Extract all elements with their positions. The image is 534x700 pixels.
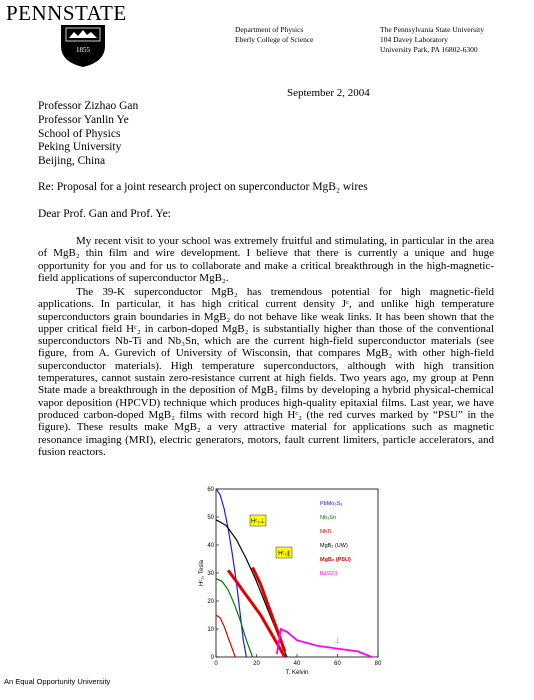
- footer-text: An Equal Opportunity University: [4, 677, 111, 686]
- annotation-label: Hᶜ₂⊥: [250, 519, 266, 525]
- x-tick-label: 40: [293, 661, 301, 667]
- university-address: [380, 25, 484, 55]
- y-tick-label: 30: [207, 571, 214, 577]
- letter-date: September 2, 2004: [287, 87, 370, 99]
- recipient-line: Peking University: [38, 141, 122, 154]
- x-tick-label: 60: [334, 661, 341, 667]
- legend-entry: MgB₂ (PSU): [320, 557, 351, 563]
- university-seal-icon: [60, 24, 106, 68]
- y-tick-label: 60: [207, 487, 214, 493]
- y-tick-label: 40: [207, 543, 214, 549]
- recipient-line: Professor Yanlin Ye: [38, 113, 129, 126]
- x-tick-label: 80: [374, 661, 382, 667]
- y-tick-label: 10: [207, 627, 214, 633]
- legend-entry: PbMo₆S₈: [320, 501, 343, 507]
- x-tick-label: 20: [253, 661, 260, 667]
- legend-entry: NbTi: [320, 529, 332, 535]
- paragraph-text: The 39-K superconductor MgB₂ has tremendous potential for high magnetic-field applications. In particular, it has high critical current density Jᶜ, and unlike high temperature superconductors grain boundaries in MgB₂ do not behave like weak links. It has been shown that the upper critical field Hᶜ₂ in carbon-doped MgB₂ is substantially higher than those of the conventional superconductors Nb-Ti and Nb₃Sn, which are the current high-field superconductor materials (see figure, from A. Gurevich of University of Wisconsin, that compares MgB₂ with other high-field superconductor materials). High temperature superconductors, although with high transition temperatures, cannot sustain zero-resistance current at high fields. Two years ago, my group at Penn State made a breakthrough in the deposition of MgB₂ films by developing a hybrid physical-chemical vapor deposition (HPCVD) technique which produces high-quality epitaxial films. Last year, we have produced carbon-doped MgB₂ films with record high Hᶜ₂ (the red curves marked by “PSU” in the figure). These results make MgB₂ a very attractive material for applications such as magnetic resonance imaging (MRI), electric generators, motors, fault current limiters, particle accelerators, and fusion reactors.: [38, 286, 494, 458]
- y-tick-label: 20: [207, 599, 214, 605]
- y-axis-label: Hᶜ₂, Tesla: [199, 559, 205, 587]
- address-line: University Park, PA 16802-6300: [380, 45, 478, 54]
- body-paragraph-1: [38, 235, 494, 284]
- y-tick-label: 0: [210, 655, 214, 661]
- department-info: [235, 25, 314, 45]
- subject-line: Re: Proposal for a joint research project on superconductor MgB₂ wires: [38, 181, 368, 193]
- legend-entry: Nb₃Sn: [320, 515, 336, 521]
- x-tick-label: 0: [214, 661, 218, 667]
- hc2-temperature-chart: [198, 485, 398, 677]
- university-logo-wordmark: PENNSTATE: [6, 1, 127, 25]
- department-line: Eberly College of Science: [235, 35, 314, 44]
- body-paragraph-2: [38, 286, 494, 458]
- department-line: Department of Physics: [235, 25, 304, 34]
- error-marker: ⊥: [334, 638, 341, 645]
- x-axis-label: T, Kelvin: [285, 670, 309, 676]
- paragraph-text: My recent visit to your school was extremely fruitful and stimulating, in particular in the area of MgB₂ thin film and wire development. I believe that there is currently a unique and huge opportunity for you and for us to collaborate and make a critical breakthrough in the high-magnetic-field applications of superconductor MgB₂.: [38, 235, 494, 284]
- y-tick-label: 50: [207, 515, 214, 521]
- recipient-line: School of Physics: [38, 127, 121, 140]
- legend-entry: Bi2223: [320, 571, 338, 577]
- svg-text:1855: 1855: [76, 46, 90, 54]
- salutation: Dear Prof. Gan and Prof. Ye:: [38, 208, 171, 220]
- recipient-line: Professor Zizhao Gan: [38, 100, 139, 112]
- legend-entry: MgB₂ (UW): [320, 543, 348, 549]
- plot-frame: [216, 489, 378, 657]
- annotation-label: Hᶜ₂∥: [278, 551, 290, 557]
- recipient-block: [38, 100, 138, 169]
- chart-canvas: [198, 485, 398, 677]
- address-line: 104 Davey Laboratory: [380, 35, 448, 44]
- address-line: The Pennsylvania State University: [380, 25, 484, 34]
- recipient-line: Beijing, China: [38, 155, 106, 168]
